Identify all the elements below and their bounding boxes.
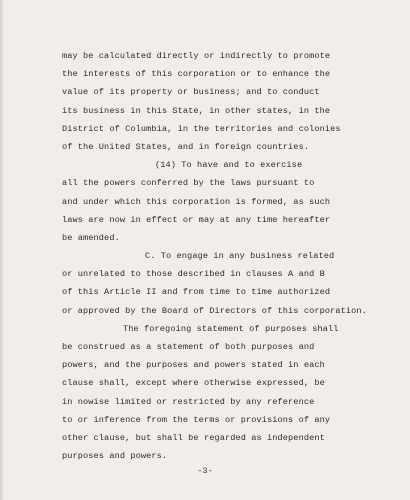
text-line: in nowise limited or restricted by any reference [62, 396, 315, 407]
text-line: be construed as a statement of both purposes and [62, 342, 315, 352]
text-line: or unrelated to those described in clauses A and B [62, 269, 325, 280]
page-edge-shadow [0, 0, 4, 500]
text-line: of the United States, and in foreign countries. [62, 141, 310, 152]
text-line: value of its property or business; and to conduct [62, 87, 320, 98]
page-number: -3- [197, 466, 213, 476]
text-line: all the powers conferred by the laws pursuant to [62, 178, 315, 189]
text-line: powers, and the purposes and powers stated in each [62, 360, 325, 371]
text-line: District of Columbia, in the territories and colonies [62, 123, 341, 134]
text-line: or approved by the Board of Directors of this corporation. [62, 305, 367, 316]
text-line: laws are now in effect or may at any time hereafter [62, 214, 331, 225]
clause-c-heading-line: C. To engage in any business related [145, 251, 335, 262]
text-line: the interests of this corporation or to enhance the [62, 69, 331, 80]
clause-14-heading-line: (14) To have and to exercise [155, 160, 303, 171]
text-line: of this Article II and from time to time authorized [62, 287, 331, 298]
text-line: its business in this State, in other states, in the [62, 105, 331, 116]
text-line: purposes and powers. [62, 451, 168, 462]
text-line: clause shall, except where otherwise expressed, be [62, 378, 325, 389]
text-line: and under which this corporation is formed, as such [62, 196, 331, 207]
text-line: be amended. [62, 232, 120, 243]
document-body [62, 47, 402, 465]
text-line: to or inference from the terms or provisions of any [62, 414, 331, 425]
foregoing-paragraph-first-line: The foregoing statement of purposes shall [123, 323, 339, 334]
text-line: may be calculated directly or indirectly to promote [62, 51, 331, 61]
text-line: other clause, but shall be regarded as independent [62, 432, 325, 443]
